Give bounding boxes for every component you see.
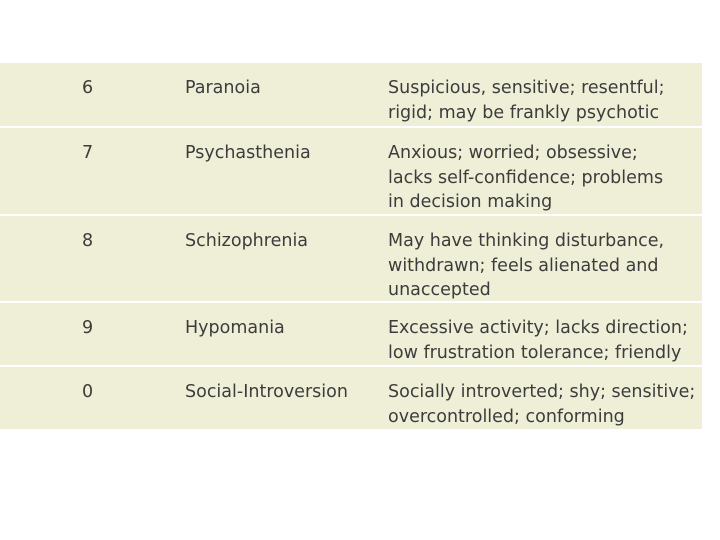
description-line: Anxious; worried; obsessive; — [388, 143, 638, 163]
table-row — [0, 63, 702, 128]
description-line: lacks self-confidence; problems — [388, 167, 664, 188]
scale-number: 8 — [82, 231, 94, 251]
scale-description — [388, 76, 665, 125]
scale-description — [388, 316, 688, 365]
scale-description — [388, 380, 695, 429]
scale-description — [388, 141, 663, 215]
table-row — [0, 303, 702, 367]
table-row — [0, 216, 702, 303]
scale-name: Social-Introversion — [185, 382, 348, 402]
description-line: unaccepted — [388, 280, 491, 300]
description-line: rigid; may be frankly psychotic — [388, 102, 660, 123]
description-line: in decision making — [388, 192, 553, 212]
description-line: May have thinking disturbance, — [388, 231, 665, 251]
description-line: withdrawn; feels alienated and — [388, 255, 659, 276]
scale-number: 6 — [82, 78, 94, 98]
scale-description — [388, 229, 664, 303]
table-row — [0, 367, 702, 429]
description-line: Suspicious, sensitive; resentful; — [388, 78, 665, 98]
description-line: Excessive activity; lacks direction; — [388, 318, 688, 338]
scale-number: 7 — [82, 143, 94, 163]
scale-name: Psychasthenia — [185, 143, 311, 163]
scale-number: 9 — [82, 318, 94, 338]
description-line: low frustration tolerance; friendly — [388, 342, 682, 363]
description-line: overcontrolled; conforming — [388, 406, 625, 427]
mmpi-scales-table — [0, 63, 702, 429]
scale-name: Paranoia — [185, 78, 261, 98]
scale-name: Schizophrenia — [185, 231, 309, 251]
scale-number: 0 — [82, 382, 94, 402]
description-line: Socially introverted; shy; sensitive; — [388, 382, 696, 402]
scale-name: Hypomania — [185, 318, 285, 338]
table-row — [0, 128, 702, 216]
